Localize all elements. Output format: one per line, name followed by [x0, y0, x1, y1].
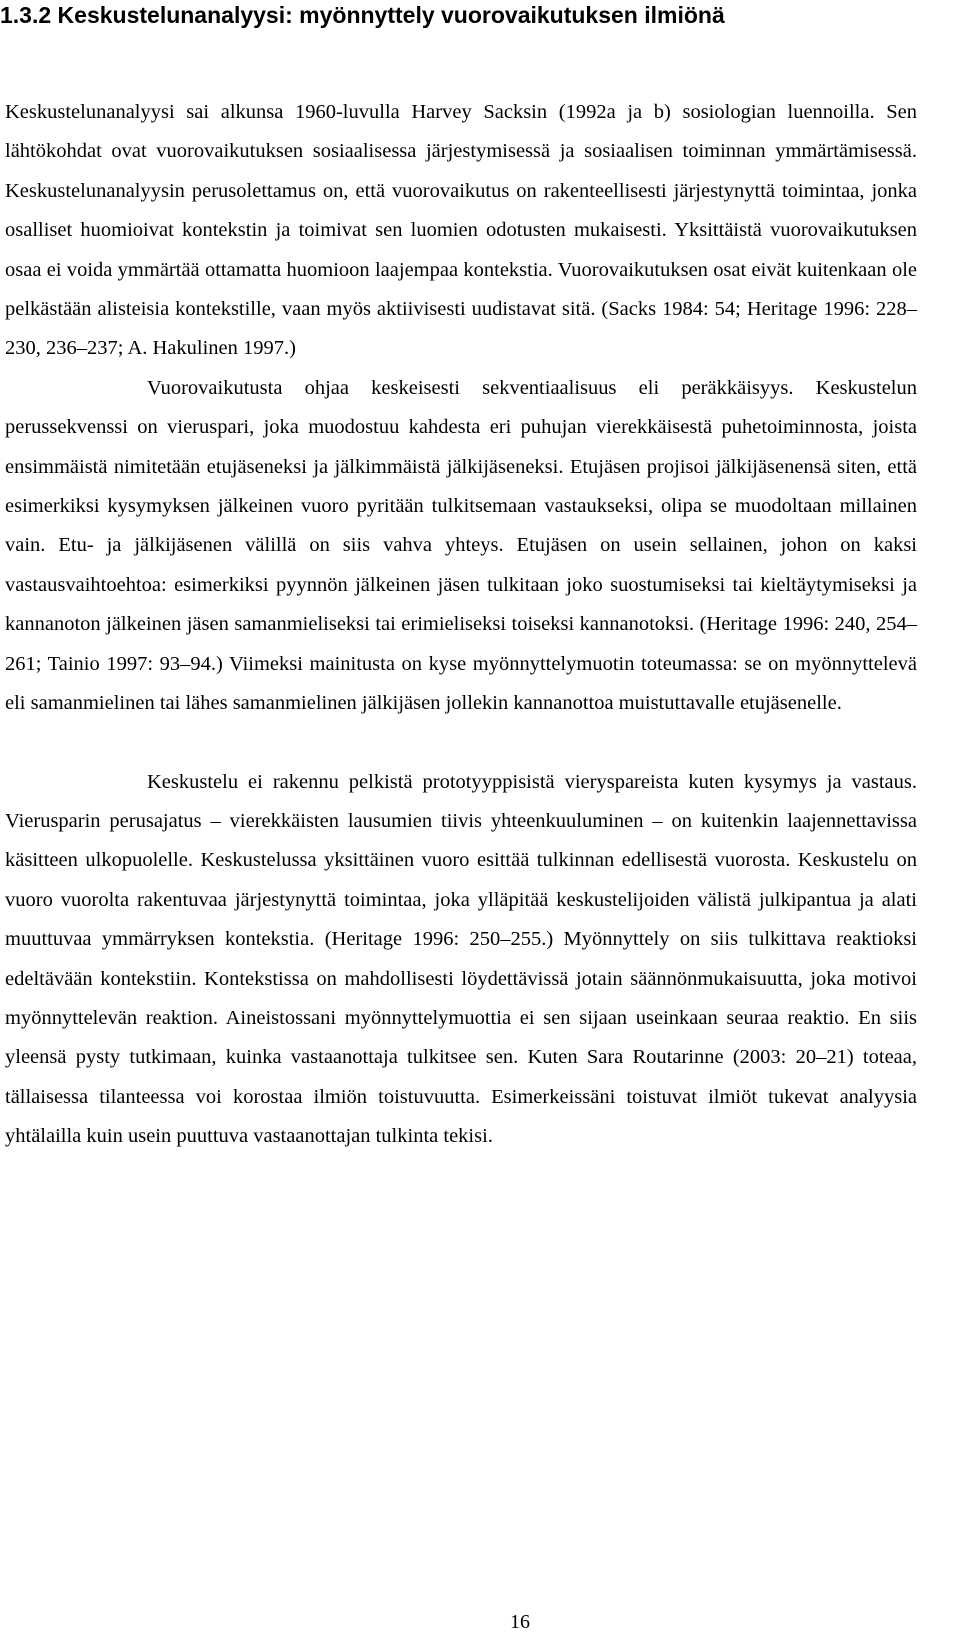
- section-heading: 1.3.2 Keskustelunanalyysi: myönnyttely vuorovaikutuksen ilmiönä: [0, 2, 725, 28]
- paragraph-2: Vuorovaikutusta ohjaa keskeisesti sekventiaalisuus eli peräkkäisyys. Keskustelun perussekvenssi on vieruspari, joka muodostuu kahdesta eri puhujan vierekkäisestä puhetoiminnosta, joista ensimmäistä nimitetään etujäseneksi ja jälkimmäistä jälkijäseneksi. Etujäsen projisoi jälkijäsenensä siten, että esimerkiksi kysymyksen jälkeinen vuoro pyritään tulkitsemaan vastaukseksi, olipa se muodoltaan millainen vain. Etu- ja jälkijäsenen välillä on siis vahva yhteys. Etujäsen on usein sellainen, johon on kaksi vastausvaihtoehtoa: esimerkiksi pyynnön jälkeinen jäsen tulkitaan joko suostumiseksi tai kieltäytymiseksi ja kannanoton jälkeinen jäsen samanmieliseksi tai erimieliseksi toiseksi kannanotoksi. (Heritage 1996: 240, 254–261; Tainio 1997: 93–94.) Viimeksi mainitusta on kyse myönnyttelymuotin toteumassa: se on myönnyttelevä eli samanmielinen tai lähes samanmielinen jälkijäsen jollekin kannanottoa muistuttavalle etujäsenelle.: [5, 376, 917, 715]
- paragraph-1: Keskustelunanalyysi sai alkunsa 1960-luvulla Harvey Sacksin (1992a ja b) sosiologian luennoilla. Sen lähtökohdat ovat vuorovaikutuksen sosiaalisessa järjestymisessä ja sosiaalisen toiminnan ymmärtämisessä. Keskustelunanalyysin perusolettamus on, että vuorovaikutus on rakenteellisesti järjestynyttä toimintaa, jonka osalliset huomioivat kontekstin ja toimivat sen luomien odotusten mukaisesti. Yksittäistä vuorovaikutuksen osaa ei voida ymmärtää ottamatta huomioon laajempaa kontekstia. Vuorovaikutuksen osat eivät kuitenkaan ole pelkästään alisteisia kontekstille, vaan myös aktiivisesti uudistavat sitä. (Sacks 1984: 54; Heritage 1996: 228–230, 236–237; A. Hakulinen 1997.): [5, 101, 917, 360]
- page-number: 16: [510, 1611, 530, 1633]
- paragraph-3: Keskustelu ei rakennu pelkistä prototyyppisistä vierуspareista kuten kysymys ja vastaus. Vierusparin perusajatus – vierekkäisten lausumien tiivis yhteenkuuluminen – on kuitenkin laajennettavissa käsitteen ulkopuolelle. Keskustelussa yksittäinen vuoro esittää tulkinnan edellisestä vuorosta. Keskustelu on vuoro vuorolta rakentuvaa järjestynyttä toimintaa, joka ylläpitää keskustelijoiden välistä julkipantua ja alati muuttuvaa ymmärryksen kontekstia. (Heritage 1996: 250–255.) Myönnyttely on siis tulkittava reaktioksi edeltävään kontekstiin. Kontekstissa on mahdollisesti löydettävissä jotain säännönmukaisuutta, joka motivoi myönnyttelevän reaktion. Aineistossani myönnyttelymuottia ei sen sijaan useinkaan seuraa reaktio. En siis yleensä pysty tutkimaan, kuinka vastaanottaja tulkitsee sen. Kuten Sara Routarinne (2003: 20–21) toteaa, tällaisessa tilanteessa voi korostaa ilmiön toistuvuutta. Esimerkeissäni toistuvat ilmiöt tukevat analyysia yhtälailla kuin usein puuttuva vastaanottajan tulkinta tekisi.: [5, 770, 917, 1148]
- body-text: [5, 93, 917, 1157]
